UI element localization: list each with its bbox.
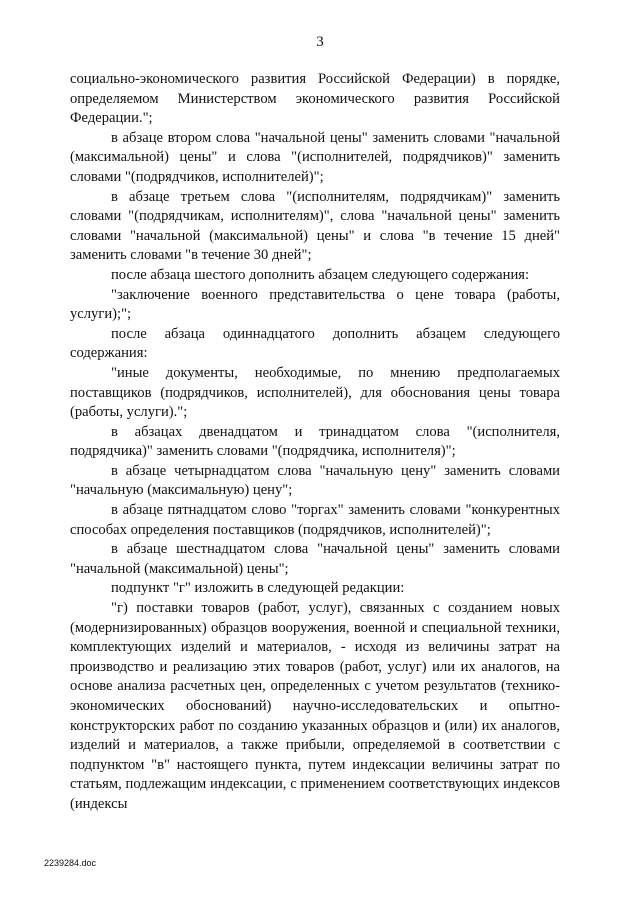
paragraph: "иные документы, необходимые, по мнению предполагаемых поставщиков (подрядчиков, исполнителей), для обоснования цены товара (работы, услуги).";	[70, 364, 560, 421]
page-number: 3	[316, 34, 324, 50]
paragraph: после абзаца шестого дополнить абзацем следующего содержания:	[111, 266, 530, 283]
paragraph: в абзаце шестнадцатом слова "начальной цены" заменить словами "начальной (максимальной) цены";	[70, 541, 560, 577]
paragraph: в абзаце четырнадцатом слова "начальную цену" заменить словами "начальную (максимальную) цену";	[70, 462, 560, 499]
paragraph: "г) поставки товаров (работ, услуг), связанных с созданием новых (модернизированных) образцов вооружения, военной и специальной техники, комплектующих изделий и материалов, - исходя из величины затрат на производство и реализацию этих товаров (работ, услуг) или их аналогов, на основе анализа расчетных цен, определенных с учетом результатов (технико-экономических обоснований) научно-исследовательских и опытно-конструкторских работ по созданию указанных образцов и (или) их аналогов, изделий и материалов, а также прибыли, определяемой в соответствии с подпунктом "в" настоящего пункта, путем индексации величины затрат по статьям, подлежащим индексации, с применением соответствующих индексов (индексы	[70, 600, 560, 812]
document-body	[70, 70, 560, 815]
paragraph: социально-экономического развития Российской Федерации) в порядке, определяемом Министерством экономического развития Российской Федерации.";	[70, 71, 560, 127]
paragraph: в абзаце третьем слова "(исполнителям, подрядчикам)" заменить словами "(подрядчикам, исполнителям)", слова "начальной цены" заменить словами "начальной (максимальной) цены" и слова "в течение 15 дней" заменить словами "в течение 30 дней";	[70, 188, 560, 264]
paragraph: после абзаца одиннадцатого дополнить абзацем следующего содержания:	[70, 325, 560, 362]
paragraph: в абзацах двенадцатом и тринадцатом слова "(исполнителя, подрядчика)" заменить словами "(подрядчика, исполнителя)";	[70, 423, 560, 460]
document-file-code: 2239284.doc	[44, 858, 97, 868]
paragraph: в абзаце пятнадцатом слово "торгах" заменить словами "конкурентных способах определения поставщиков (подрядчиков, исполнителей)";	[70, 502, 560, 538]
paragraph: "заключение военного представительства о цене товара (работы, услуги);";	[70, 286, 560, 323]
paragraph: в абзаце втором слова "начальной цены" заменить словами "начальной (максимальной) цены" и слова "(исполнителей, подрядчиков)" заменить словами "(подрядчиков, исполнителей)";	[70, 129, 560, 185]
paragraph: подпункт "г" изложить в следующей редакции:	[111, 580, 405, 597]
